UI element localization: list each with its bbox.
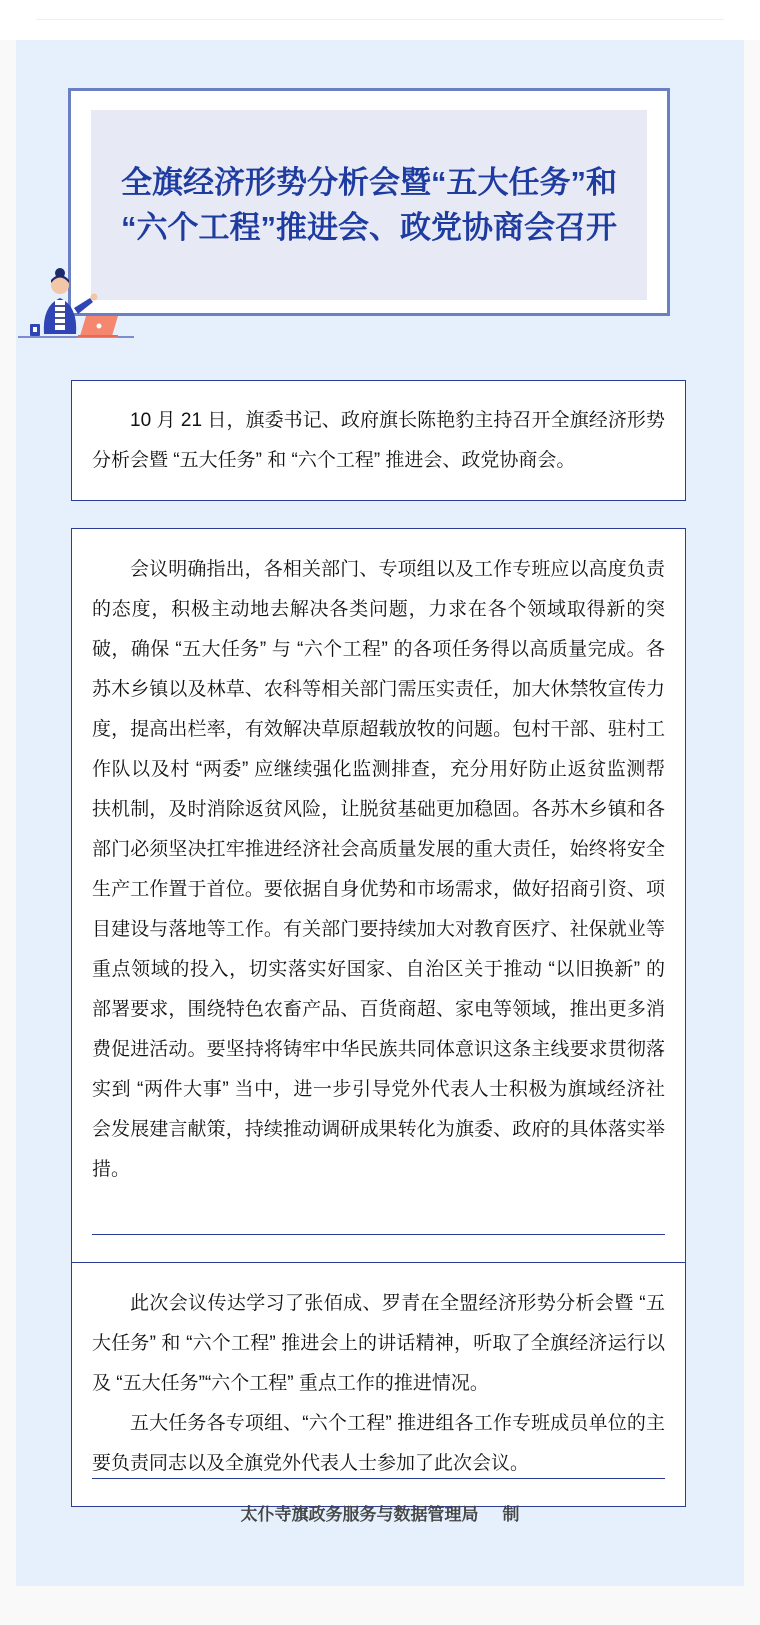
top-divider xyxy=(36,19,724,20)
page-title xyxy=(121,160,617,250)
closing-paragraph-1: 此次会议传达学习了张佰成、罗青在全盟经济形势分析会暨 “五大任务” 和 “六个工程” 推进会上的讲话精神，听取了全旗经济运行以及 “五大任务”“六个工程” 重点工作的推进情况。 xyxy=(92,1293,665,1394)
title-inner xyxy=(91,110,647,300)
intro-box xyxy=(71,380,686,501)
closing-divider xyxy=(92,1478,665,1479)
title-line-2: “六个工程”推进会、政党协商会召开 xyxy=(121,210,617,245)
woman-with-laptop-icon xyxy=(16,268,146,340)
title-line-1: 全旗经济形势分析会暨“五大任务”和 xyxy=(121,165,617,200)
title-frame xyxy=(68,88,670,316)
section-divider xyxy=(92,1234,665,1235)
main-content-box xyxy=(71,528,686,1263)
article-panel xyxy=(16,40,744,1586)
footer-credit xyxy=(16,1500,744,1525)
main-paragraph: 会议明确指出，各相关部门、专项组以及工作专班应以高度负责的态度，积极主动地去解决各类问题，力求在各个领域取得新的突破，确保 “五大任务” 与 “六个工程” 的各项任务得以高质量完成。各苏木乡镇以及林草、农科等相关部门需压实责任，加大休禁牧宣传力度，提高出栏率，有效解决草原超载放牧的问题。包村干部、驻村工作队以及村 “两委” 应继续强化监测排查，充分用好防止返贫监测帮扶机制，及时消除返贫风险，让脱贫基础更加稳固。各苏木乡镇和各部门必须坚决扛牢推进经济社会高质量发展的重大责任，始终将安全生产工作置于首位。要依据自身优势和市场需求，做好招商引资、项目建设与落地等工作。有关部门要持续加大对教育医疗、社保就业等重点领域的投入，切实落实好国家、自治区关于推动 “以旧换新” 的部署要求，围绕特色农畜产品、百货商超、家电等领域，推出更多消费促进活动。要坚持将铸牢中华民族共同体意识这条主线要求贯彻落实到 “两件大事” 当中，进一步引导党外代表人士积极为旗域经济社会发展建言献策，持续推动调研成果转化为旗委、政府的具体落实举措。 xyxy=(92,559,665,1180)
top-strip xyxy=(0,0,760,40)
intro-paragraph: 10 月 21 日，旗委书记、政府旗长陈艳豹主持召开全旗经济形势分析会暨 “五大任务” 和 “六个工程” 推进会、政党协商会。 xyxy=(92,410,665,471)
footer-suffix: 制 xyxy=(502,1505,520,1524)
footer-org: 太仆寺旗政务服务与数据管理局 xyxy=(240,1505,479,1524)
closing-box xyxy=(71,1262,686,1507)
closing-paragraph-2: 五大任务各专项组、“六个工程” 推进组各工作专班成员单位的主要负责同志以及全旗党外代表人士参加了此次会议。 xyxy=(92,1413,665,1474)
